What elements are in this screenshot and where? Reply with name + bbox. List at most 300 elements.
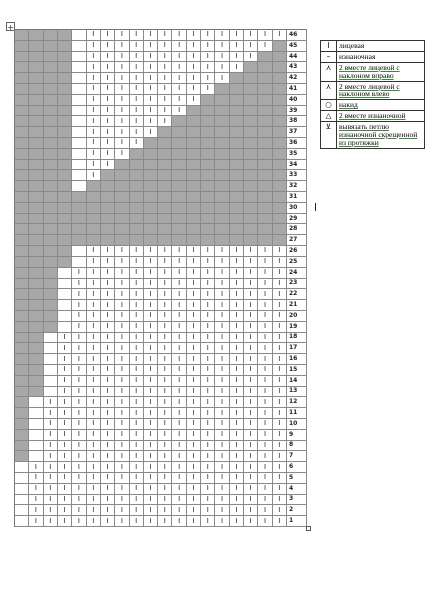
chart-cell: I	[72, 473, 86, 484]
chart-cell	[273, 106, 287, 117]
chart-cell: I	[87, 365, 101, 376]
chart-cell	[273, 224, 287, 235]
chart-cell: I	[115, 279, 129, 290]
chart-cell: I	[144, 279, 158, 290]
chart-cell	[29, 41, 43, 52]
chart-cell	[15, 473, 29, 484]
chart-cell	[201, 214, 215, 225]
chart-cell: I	[130, 95, 144, 106]
chart-cell: I	[158, 289, 172, 300]
chart-cell: I	[144, 106, 158, 117]
chart-cell: I	[258, 322, 272, 333]
chart-cell: I	[273, 430, 287, 441]
chart-cell	[187, 235, 201, 246]
chart-cell	[215, 95, 229, 106]
chart-cell	[101, 181, 115, 192]
chart-cell: I	[172, 343, 186, 354]
chart-cell: I	[87, 289, 101, 300]
chart-cell: I	[201, 397, 215, 408]
chart-cell: I	[230, 354, 244, 365]
chart-cell: I	[87, 127, 101, 138]
chart-cell: I	[130, 441, 144, 452]
chart-cell: I	[87, 160, 101, 171]
chart-cell: I	[144, 473, 158, 484]
chart-cell	[158, 235, 172, 246]
chart-cell: I	[158, 322, 172, 333]
chart-cell: I	[87, 430, 101, 441]
chart-cell	[258, 95, 272, 106]
chart-cell: I	[72, 343, 86, 354]
chart-cell: I	[187, 387, 201, 398]
chart-cell: I	[130, 387, 144, 398]
chart-cell	[15, 279, 29, 290]
chart-cell: I	[187, 52, 201, 63]
chart-cell	[87, 181, 101, 192]
chart-cell	[115, 181, 129, 192]
chart-cell: I	[144, 246, 158, 257]
chart-cell	[29, 106, 43, 117]
legend-text: 2 вместе лицевой с наклоном вправо	[337, 62, 425, 81]
chart-cell: I	[201, 30, 215, 41]
row-number: 40	[287, 95, 307, 106]
chart-cell	[58, 30, 72, 41]
chart-cell: I	[58, 484, 72, 495]
legend-row	[321, 81, 425, 100]
chart-cell: I	[101, 516, 115, 527]
chart-cell: I	[201, 408, 215, 419]
chart-cell: I	[258, 516, 272, 527]
chart-cell: I	[158, 484, 172, 495]
chart-cell	[144, 170, 158, 181]
chart-cell	[215, 160, 229, 171]
chart-cell	[15, 495, 29, 506]
legend-symbol-icon: ○	[321, 100, 337, 111]
chart-cell: I	[201, 279, 215, 290]
chart-cell	[44, 52, 58, 63]
chart-cell	[58, 181, 72, 192]
chart-cell	[230, 95, 244, 106]
chart-cell: I	[72, 268, 86, 279]
legend-symbol-icon: ⊻	[321, 122, 337, 149]
chart-cell	[58, 224, 72, 235]
chart-cell: I	[158, 430, 172, 441]
chart-cell	[215, 84, 229, 95]
chart-cell: I	[201, 268, 215, 279]
chart-cell: I	[258, 311, 272, 322]
chart-cell: I	[158, 408, 172, 419]
chart-cell: I	[101, 484, 115, 495]
chart-cell	[58, 127, 72, 138]
chart-cell	[244, 203, 258, 214]
row-number: 16	[287, 354, 307, 365]
chart-cell: I	[115, 52, 129, 63]
chart-cell: I	[144, 495, 158, 506]
chart-cell: I	[115, 138, 129, 149]
chart-cell	[29, 397, 43, 408]
chart-cell: I	[87, 84, 101, 95]
legend-table	[320, 40, 425, 149]
legend-row	[321, 51, 425, 62]
legend-row	[321, 62, 425, 81]
chart-cell	[201, 138, 215, 149]
chart-cell	[58, 138, 72, 149]
row-number: 12	[287, 397, 307, 408]
chart-cell	[258, 181, 272, 192]
chart-cell: I	[230, 473, 244, 484]
chart-cell	[44, 203, 58, 214]
chart-cell	[244, 106, 258, 117]
chart-cell	[44, 257, 58, 268]
chart-cell: I	[115, 376, 129, 387]
chart-cell	[58, 268, 72, 279]
chart-cell	[58, 106, 72, 117]
chart-cell: I	[230, 30, 244, 41]
chart-cell: I	[115, 451, 129, 462]
chart-cell	[158, 214, 172, 225]
chart-cell: I	[87, 333, 101, 344]
chart-cell: I	[201, 495, 215, 506]
chart-cell	[72, 257, 86, 268]
chart-cell: I	[130, 138, 144, 149]
chart-cell: I	[201, 289, 215, 300]
row-number: 14	[287, 376, 307, 387]
chart-cell: I	[158, 279, 172, 290]
move-table-icon[interactable]: +	[7, 23, 14, 32]
chart-cell	[158, 203, 172, 214]
chart-cell	[273, 214, 287, 225]
chart-cell: I	[230, 365, 244, 376]
chart-cell: I	[187, 73, 201, 84]
chart-cell: I	[230, 41, 244, 52]
chart-cell: I	[273, 495, 287, 506]
chart-cell	[215, 170, 229, 181]
chart-cell	[29, 333, 43, 344]
chart-cell	[72, 149, 86, 160]
chart-cell: I	[215, 408, 229, 419]
chart-cell	[15, 462, 29, 473]
chart-cell	[44, 84, 58, 95]
chart-cell: I	[273, 408, 287, 419]
chart-cell	[44, 289, 58, 300]
chart-cell: I	[158, 311, 172, 322]
chart-cell	[15, 149, 29, 160]
chart-cell	[273, 116, 287, 127]
chart-cell: I	[144, 73, 158, 84]
chart-cell	[72, 127, 86, 138]
chart-cell: I	[87, 484, 101, 495]
chart-cell	[58, 246, 72, 257]
chart-cell	[29, 62, 43, 73]
chart-cell	[201, 106, 215, 117]
chart-cell	[72, 214, 86, 225]
knitting-chart-grid	[14, 29, 307, 527]
table-resize-handle[interactable]	[306, 526, 311, 531]
chart-cell	[29, 343, 43, 354]
chart-cell	[273, 192, 287, 203]
chart-cell	[273, 138, 287, 149]
chart-cell	[187, 181, 201, 192]
chart-cell	[273, 160, 287, 171]
chart-cell: I	[201, 52, 215, 63]
chart-cell: I	[258, 30, 272, 41]
chart-cell: I	[101, 419, 115, 430]
chart-cell: I	[187, 484, 201, 495]
chart-cell: I	[244, 257, 258, 268]
chart-cell: I	[258, 365, 272, 376]
chart-cell: I	[58, 397, 72, 408]
chart-cell: I	[172, 516, 186, 527]
chart-cell	[201, 235, 215, 246]
chart-cell	[15, 257, 29, 268]
chart-cell: I	[258, 397, 272, 408]
chart-cell: I	[72, 419, 86, 430]
chart-cell	[15, 214, 29, 225]
chart-cell	[15, 516, 29, 527]
chart-cell: I	[187, 333, 201, 344]
chart-cell: I	[144, 376, 158, 387]
chart-cell: I	[72, 311, 86, 322]
chart-cell: I	[230, 516, 244, 527]
chart-cell: I	[44, 516, 58, 527]
chart-cell: I	[215, 73, 229, 84]
row-number: 36	[287, 138, 307, 149]
chart-cell: I	[230, 62, 244, 73]
chart-cell: I	[273, 397, 287, 408]
chart-cell	[258, 73, 272, 84]
chart-cell: I	[215, 484, 229, 495]
chart-cell: I	[144, 419, 158, 430]
chart-cell: I	[273, 365, 287, 376]
chart-cell	[44, 30, 58, 41]
chart-cell: I	[158, 116, 172, 127]
chart-cell	[15, 333, 29, 344]
chart-cell: I	[101, 30, 115, 41]
chart-cell: I	[115, 473, 129, 484]
chart-cell: I	[273, 376, 287, 387]
row-number: 17	[287, 343, 307, 354]
chart-cell: I	[115, 257, 129, 268]
chart-cell	[273, 181, 287, 192]
chart-cell: I	[101, 246, 115, 257]
chart-cell: I	[87, 138, 101, 149]
row-number: 10	[287, 419, 307, 430]
chart-cell: I	[215, 52, 229, 63]
chart-cell	[244, 116, 258, 127]
chart-cell: I	[201, 387, 215, 398]
chart-cell	[230, 116, 244, 127]
chart-cell: I	[158, 52, 172, 63]
chart-cell: I	[172, 246, 186, 257]
chart-cell: I	[201, 419, 215, 430]
chart-cell: I	[115, 365, 129, 376]
chart-cell: I	[29, 473, 43, 484]
chart-cell: I	[201, 441, 215, 452]
chart-cell: I	[230, 289, 244, 300]
chart-cell: I	[230, 257, 244, 268]
chart-cell	[44, 127, 58, 138]
chart-cell: I	[130, 505, 144, 516]
chart-cell: I	[230, 268, 244, 279]
chart-cell: I	[244, 246, 258, 257]
chart-cell: I	[115, 62, 129, 73]
chart-cell: I	[215, 246, 229, 257]
chart-cell: I	[258, 41, 272, 52]
chart-cell	[44, 365, 58, 376]
chart-cell: I	[230, 441, 244, 452]
chart-cell: I	[201, 430, 215, 441]
chart-cell: I	[101, 397, 115, 408]
chart-cell: I	[244, 462, 258, 473]
chart-cell: I	[244, 408, 258, 419]
chart-cell: I	[144, 354, 158, 365]
chart-cell: I	[130, 343, 144, 354]
row-number: 37	[287, 127, 307, 138]
chart-cell: I	[58, 495, 72, 506]
chart-cell: I	[87, 300, 101, 311]
chart-cell	[144, 192, 158, 203]
chart-cell	[29, 289, 43, 300]
chart-cell	[29, 430, 43, 441]
row-number: 6	[287, 462, 307, 473]
chart-cell: I	[87, 441, 101, 452]
chart-cell: I	[130, 257, 144, 268]
chart-cell	[130, 181, 144, 192]
chart-cell	[130, 149, 144, 160]
chart-cell	[15, 160, 29, 171]
chart-cell: I	[130, 430, 144, 441]
chart-cell	[44, 376, 58, 387]
chart-cell	[130, 170, 144, 181]
chart-cell: I	[172, 300, 186, 311]
chart-cell	[230, 214, 244, 225]
chart-cell	[58, 322, 72, 333]
chart-cell	[172, 160, 186, 171]
chart-cell: I	[58, 365, 72, 376]
chart-cell	[215, 214, 229, 225]
chart-cell	[230, 235, 244, 246]
chart-cell	[29, 192, 43, 203]
chart-cell: I	[158, 451, 172, 462]
chart-cell: I	[215, 430, 229, 441]
row-number: 1	[287, 516, 307, 527]
chart-cell: I	[201, 84, 215, 95]
chart-cell: I	[258, 246, 272, 257]
chart-cell: I	[273, 333, 287, 344]
chart-cell	[87, 235, 101, 246]
chart-cell	[29, 441, 43, 452]
chart-cell	[44, 214, 58, 225]
chart-cell: I	[101, 354, 115, 365]
chart-cell: I	[58, 343, 72, 354]
chart-cell	[44, 116, 58, 127]
chart-cell	[187, 203, 201, 214]
row-number: 21	[287, 300, 307, 311]
chart-cell: I	[215, 343, 229, 354]
row-number: 5	[287, 473, 307, 484]
chart-cell	[273, 170, 287, 181]
chart-cell	[29, 160, 43, 171]
chart-cell: I	[201, 343, 215, 354]
chart-cell: I	[87, 73, 101, 84]
chart-cell	[15, 52, 29, 63]
chart-cell: I	[130, 376, 144, 387]
chart-cell: I	[172, 52, 186, 63]
chart-cell: I	[58, 516, 72, 527]
chart-cell	[244, 224, 258, 235]
chart-cell: I	[130, 246, 144, 257]
chart-cell: I	[115, 84, 129, 95]
chart-cell: I	[44, 419, 58, 430]
chart-cell: I	[144, 289, 158, 300]
chart-cell	[172, 127, 186, 138]
chart-cell	[187, 160, 201, 171]
chart-cell	[201, 203, 215, 214]
chart-cell: I	[87, 354, 101, 365]
chart-cell: I	[158, 419, 172, 430]
chart-cell	[158, 138, 172, 149]
chart-cell: I	[230, 246, 244, 257]
chart-cell: I	[230, 451, 244, 462]
chart-cell: I	[187, 41, 201, 52]
chart-cell: I	[201, 300, 215, 311]
chart-cell	[158, 192, 172, 203]
chart-cell	[29, 73, 43, 84]
chart-cell: I	[201, 257, 215, 268]
chart-cell: I	[172, 419, 186, 430]
chart-cell	[273, 52, 287, 63]
chart-cell: I	[158, 73, 172, 84]
chart-cell: I	[258, 495, 272, 506]
chart-cell	[15, 300, 29, 311]
chart-cell: I	[101, 279, 115, 290]
chart-cell	[244, 84, 258, 95]
chart-cell	[29, 322, 43, 333]
chart-cell: I	[87, 149, 101, 160]
chart-cell	[187, 116, 201, 127]
chart-cell: I	[115, 246, 129, 257]
chart-cell: I	[215, 462, 229, 473]
chart-cell: I	[101, 495, 115, 506]
chart-cell: I	[130, 41, 144, 52]
chart-cell	[230, 192, 244, 203]
legend-symbol-icon: ⋏	[321, 81, 337, 100]
chart-cell: I	[258, 484, 272, 495]
chart-cell	[244, 235, 258, 246]
chart-cell: I	[144, 408, 158, 419]
chart-cell: I	[187, 451, 201, 462]
chart-cell	[58, 300, 72, 311]
chart-cell: I	[101, 300, 115, 311]
chart-cell	[58, 149, 72, 160]
chart-cell: I	[101, 84, 115, 95]
chart-cell	[29, 170, 43, 181]
chart-cell	[29, 246, 43, 257]
chart-cell: I	[144, 30, 158, 41]
chart-cell: I	[115, 268, 129, 279]
chart-cell: I	[158, 333, 172, 344]
chart-cell: I	[115, 397, 129, 408]
chart-cell	[230, 181, 244, 192]
chart-cell: I	[172, 354, 186, 365]
chart-cell: I	[244, 343, 258, 354]
chart-cell: I	[230, 430, 244, 441]
chart-cell: I	[273, 354, 287, 365]
chart-cell	[115, 214, 129, 225]
chart-cell	[273, 84, 287, 95]
chart-cell	[15, 116, 29, 127]
chart-cell	[215, 116, 229, 127]
chart-cell: I	[215, 354, 229, 365]
